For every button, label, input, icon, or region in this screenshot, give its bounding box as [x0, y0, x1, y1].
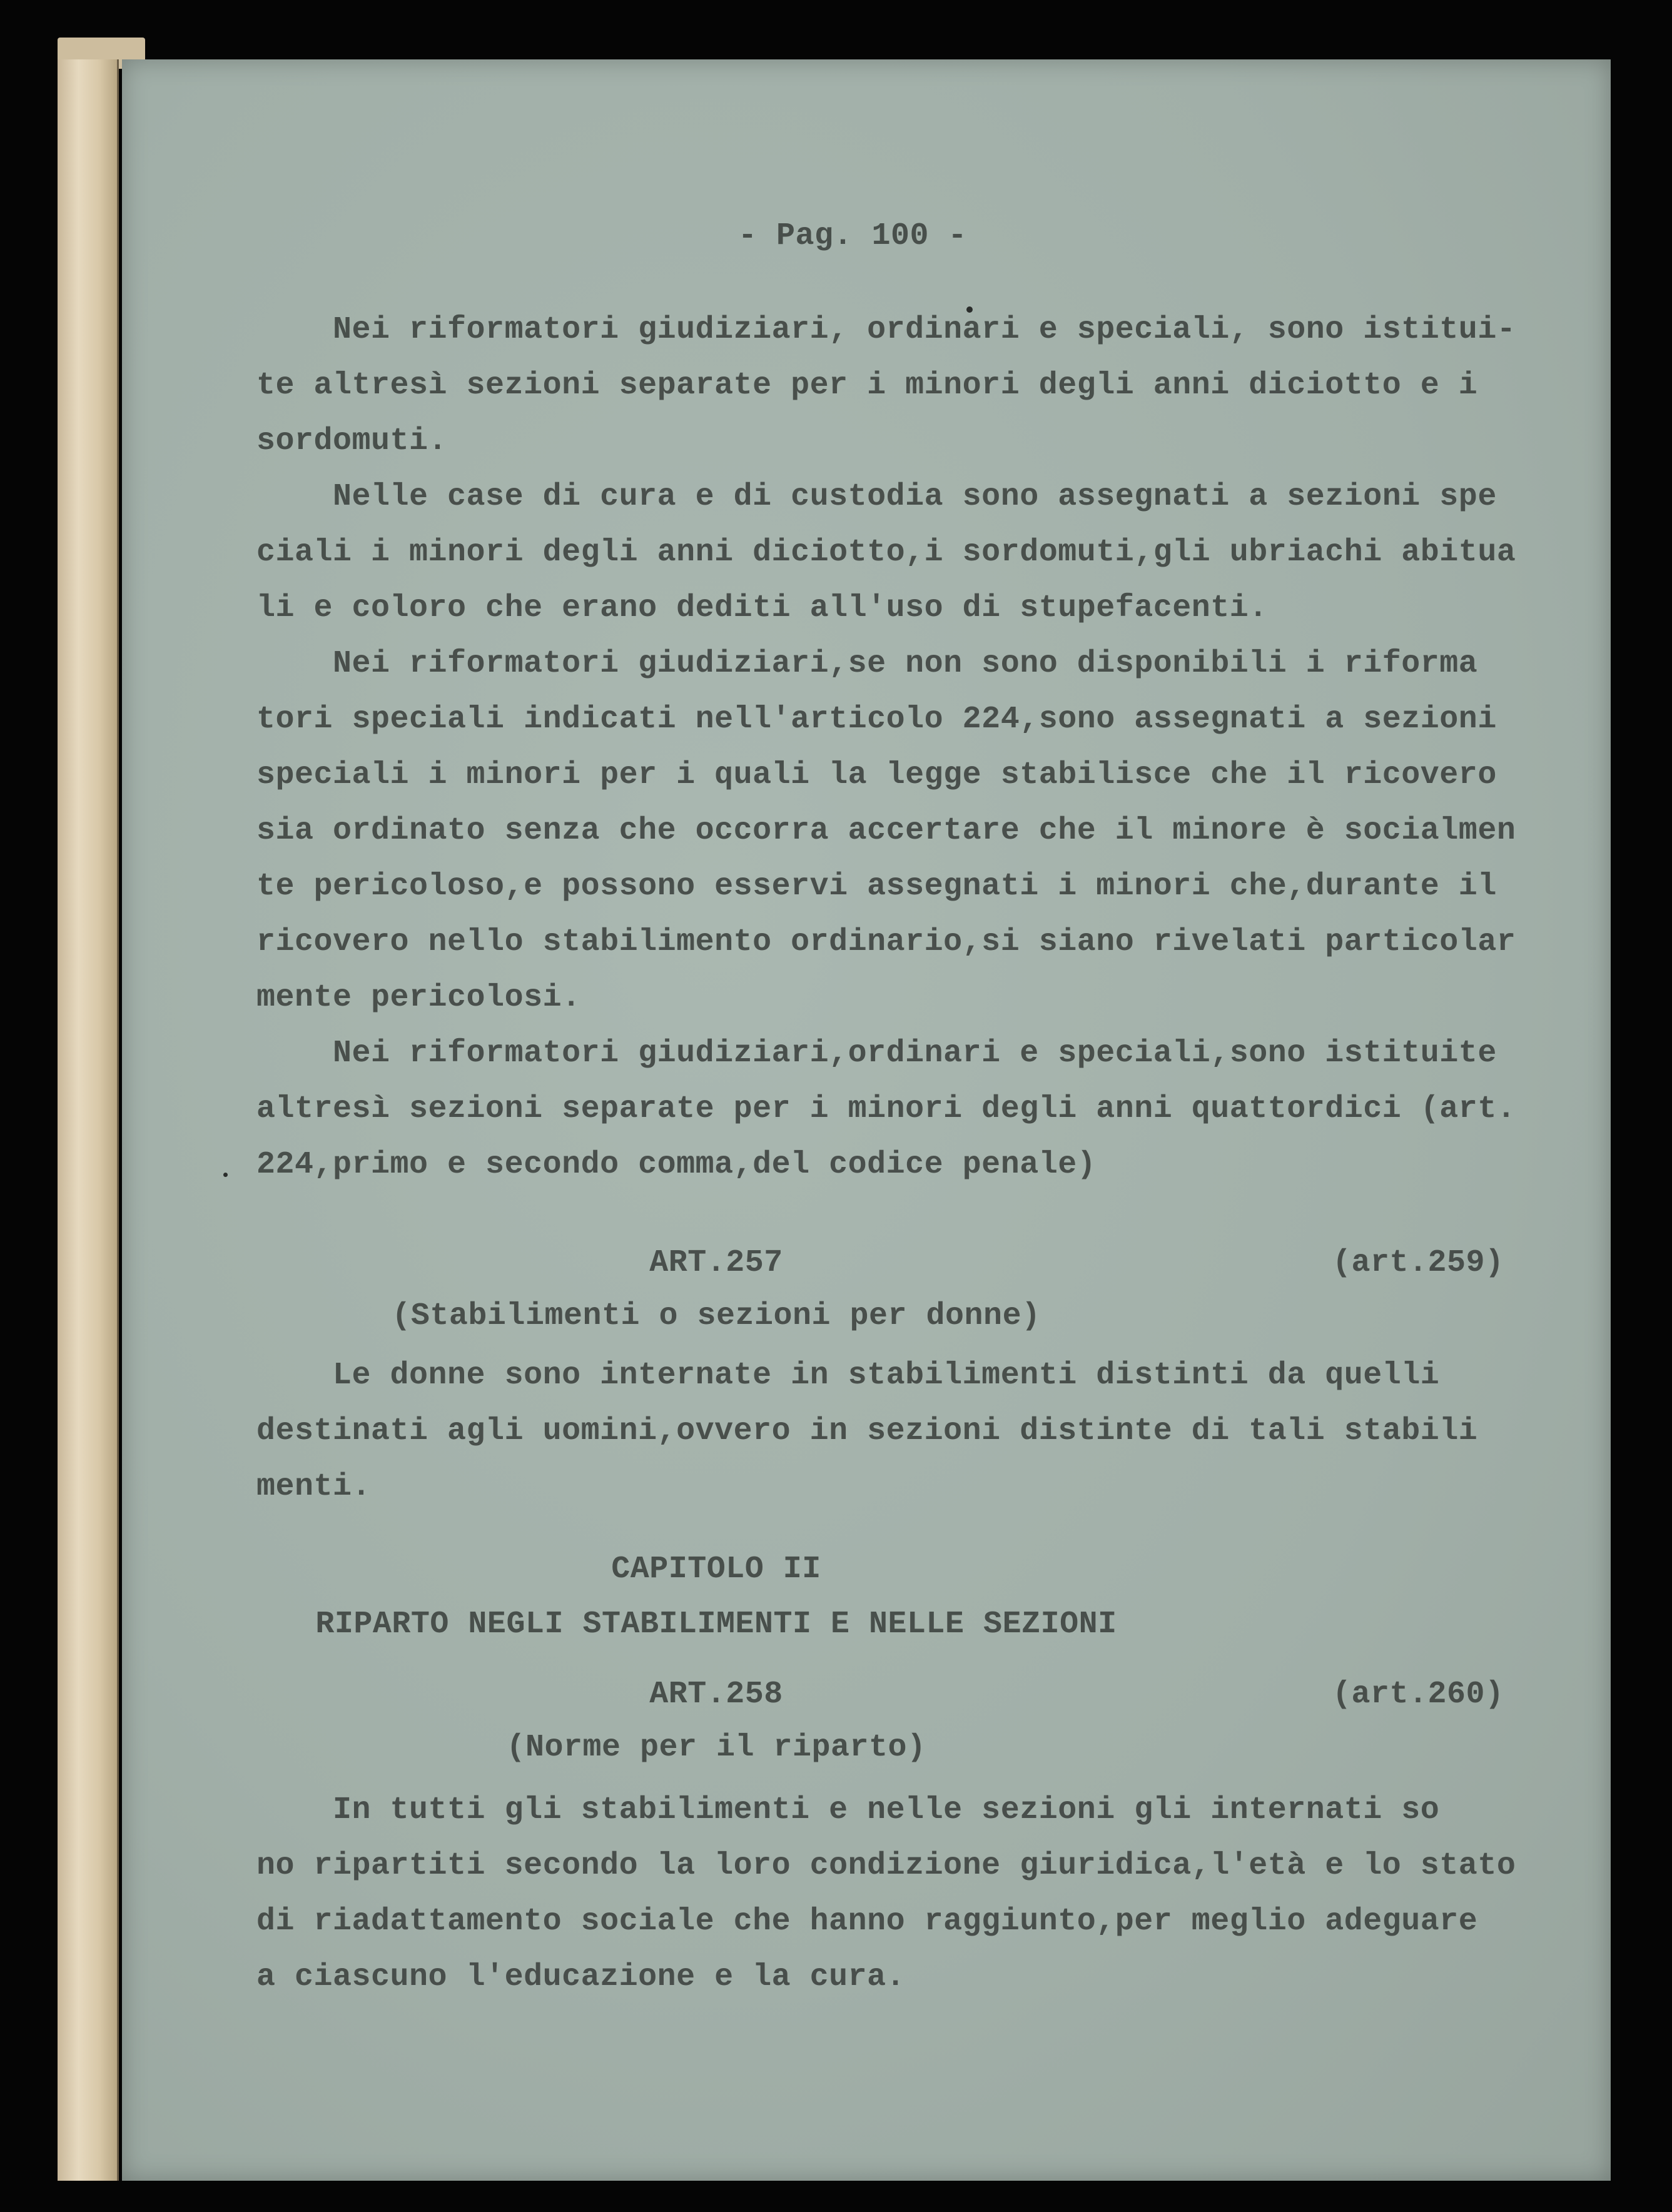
page-header: - Pag. 100 -: [738, 218, 968, 254]
chapter-title: RIPARTO NEGLI STABILIMENTI E NELLE SEZIONI: [315, 1607, 1117, 1642]
article-257-number: ART.257: [649, 1245, 783, 1281]
text-line: sordomuti.: [256, 423, 448, 459]
text-line: di riadattamento sociale che hanno raggiunto,per meglio adeguare: [256, 1904, 1478, 1939]
text-line: destinati agli uomini,ovvero in sezioni distinte di tali stabili: [256, 1413, 1478, 1449]
article-258-title: (Norme per il riparto): [506, 1730, 926, 1765]
text-line: te altresì sezioni separate per i minori degli anni diciotto e i: [256, 368, 1478, 403]
text-line: Nei riformatori giudiziari,ordinari e speciali,sono istituite: [256, 1036, 1497, 1071]
document-page: [122, 59, 1611, 2181]
article-258-number: ART.258: [649, 1677, 783, 1712]
text-line: li e coloro che erano dediti all'uso di stupefacenti.: [256, 590, 1268, 626]
article-257-ref: (art.259): [1332, 1245, 1504, 1281]
chapter-number: CAPITOLO II: [611, 1552, 821, 1587]
text-line: te pericoloso,e possono esservi assegnati i minori che,durante il: [256, 869, 1497, 904]
text-line: Le donne sono internate in stabilimenti distinti da quelli: [256, 1358, 1440, 1393]
text-line: ciali i minori degli anni diciotto,i sordomuti,gli ubriachi abitua: [256, 535, 1516, 570]
text-line: menti.: [256, 1469, 372, 1505]
text-line: tori speciali indicati nell'articolo 224,sono assegnati a sezioni: [256, 702, 1497, 737]
text-line: no ripartiti secondo la loro condizione giuridica,l'età e lo stato: [256, 1848, 1516, 1884]
text-line: a ciascuno l'educazione e la cura.: [256, 1959, 906, 1995]
ink-speck: [223, 1173, 228, 1177]
article-258-ref: (art.260): [1332, 1677, 1504, 1712]
text-line: 224,primo e secondo comma,del codice penale): [256, 1147, 1097, 1183]
text-line: ricovero nello stabilimento ordinario,si siano rivelati particolar: [256, 924, 1516, 960]
text-line: speciali i minori per i quali la legge stabilisce che il ricovero: [256, 757, 1497, 793]
text-line: sia ordinato senza che occorra accertare che il minore è socialmen: [256, 813, 1516, 849]
article-257-title: (Stabilimenti o sezioni per donne): [392, 1298, 1041, 1334]
text-line: Nei riformatori giudiziari,se non sono disponibili i riforma: [256, 646, 1478, 682]
text-line: Nei riformatori giudiziari, ordinari e speciali, sono istitui-: [256, 312, 1516, 348]
text-line: altresì sezioni separate per i minori degli anni quattordici (art.: [256, 1091, 1516, 1127]
text-line: Nelle case di cura e di custodia sono assegnati a sezioni spe: [256, 479, 1497, 515]
text-line: mente pericolosi.: [256, 980, 581, 1016]
binding-edge-strip: [58, 59, 119, 2181]
text-line: In tutti gli stabilimenti e nelle sezioni gli internati so: [256, 1792, 1440, 1828]
